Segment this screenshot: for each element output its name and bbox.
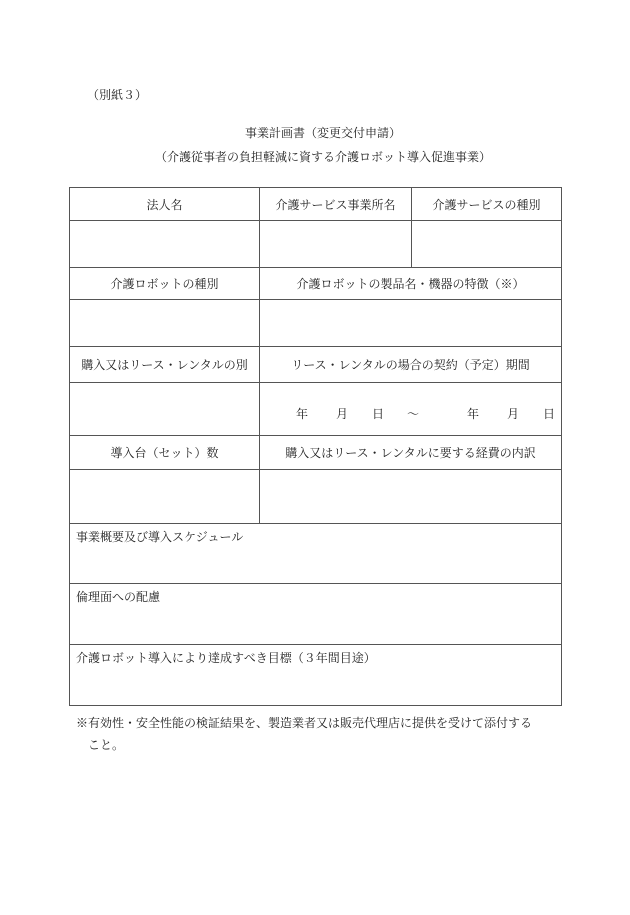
plan-table — [70, 188, 562, 706]
robot-type-field[interactable] — [69, 299, 260, 347]
date-tilde: ～ — [407, 407, 420, 421]
service-type-field[interactable] — [411, 220, 562, 268]
date-month-end: 月 — [507, 407, 520, 421]
corp-name-field[interactable] — [69, 220, 260, 268]
goals-label: 介護ロボット導入により達成すべき目標（３年間目途） — [76, 651, 376, 665]
overview-field[interactable] — [69, 523, 562, 584]
date-day-start: 日 — [372, 407, 385, 421]
ethics-field[interactable] — [69, 583, 562, 645]
header-cost-breakdown: 購入又はリース・レンタルに要する経費の内訳 — [259, 435, 562, 470]
header-lease-period: リース・レンタルの場合の契約（予定）期間 — [259, 346, 562, 383]
unit-count-field[interactable] — [69, 469, 260, 524]
date-year-end: 年 — [467, 407, 480, 421]
header-unit-count: 導入台（セット）数 — [69, 435, 260, 470]
page-title: 事業計画書（変更交付申請） — [244, 126, 401, 140]
date-month-start: 月 — [336, 407, 349, 421]
attachment-label: （別紙３） — [87, 88, 148, 102]
header-service-type: 介護サービスの種別 — [411, 187, 562, 221]
page-subtitle: （介護従事者の負担軽減に資する介護ロボット導入促進事業） — [154, 150, 491, 164]
header-corp-name: 法人名 — [69, 187, 260, 221]
goals-field[interactable] — [69, 644, 562, 706]
date-day-end: 日 — [543, 407, 556, 421]
footnote-line-1: ※有効性・安全性能の検証結果を、製造業者又は販売代理店に提供を受けて添付する — [76, 716, 533, 730]
cost-breakdown-field[interactable] — [259, 469, 562, 524]
footnote — [76, 712, 566, 756]
header-robot-product: 介護ロボットの製品名・機器の特徴（※） — [259, 267, 562, 300]
purchase-or-lease-field[interactable] — [69, 382, 260, 436]
footnote-line-2: こと。 — [88, 738, 125, 752]
date-year-start: 年 — [296, 407, 309, 421]
header-facility-name: 介護サービス事業所名 — [259, 187, 412, 221]
overview-label: 事業概要及び導入スケジュール — [76, 530, 244, 544]
robot-product-field[interactable] — [259, 299, 562, 347]
facility-name-field[interactable] — [259, 220, 412, 268]
ethics-label: 倫理面への配慮 — [76, 590, 161, 604]
header-robot-type: 介護ロボットの種別 — [69, 267, 260, 300]
header-purchase-or-lease: 購入又はリース・レンタルの別 — [69, 346, 260, 383]
